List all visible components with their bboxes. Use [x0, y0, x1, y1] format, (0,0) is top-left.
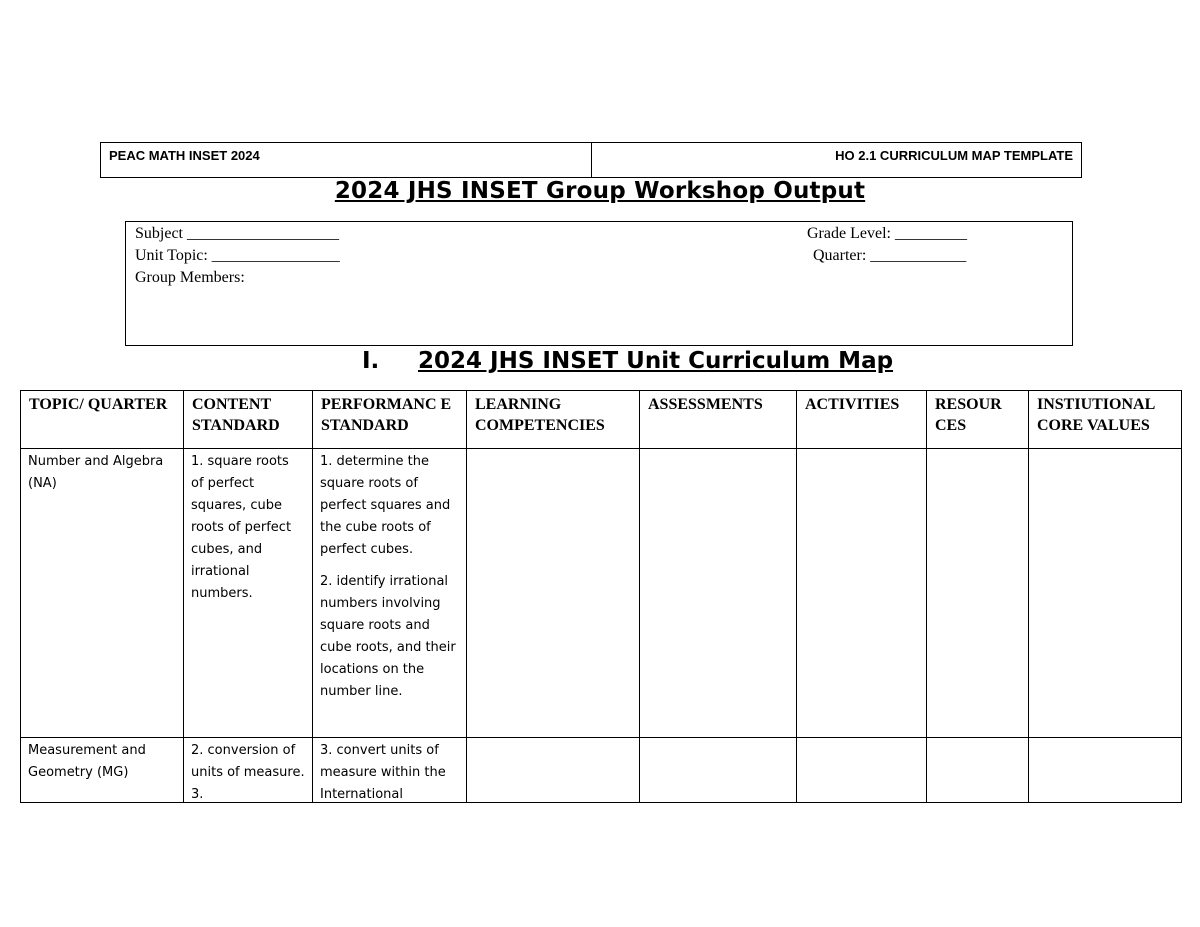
- page-title: 2024 JHS INSET Group Workshop Output: [334, 178, 866, 204]
- topic-text: Measurement and Geometry (MG): [28, 743, 146, 780]
- column-header: ACTIVITIES: [797, 391, 927, 449]
- group-members-field: Group Members:: [135, 269, 245, 286]
- table-header-row: [21, 391, 1182, 449]
- topic-cell: [21, 738, 184, 803]
- curriculum-map-table: [20, 390, 1182, 803]
- resources-cell: [927, 738, 1029, 803]
- content-text: 2. conversion of units of measure. 3.: [191, 743, 305, 802]
- header-left-label: PEAC MATH INSET 2024: [101, 143, 592, 178]
- activities-cell: [797, 449, 927, 738]
- column-header: TOPIC/ QUARTER: [21, 391, 184, 449]
- section-number: I.: [362, 348, 380, 374]
- column-header: LEARNING COMPETENCIES: [467, 391, 640, 449]
- unit-topic-field: Unit Topic: ________________: [135, 247, 340, 264]
- table-row: [21, 449, 1182, 738]
- performance-standard-cell: [313, 738, 467, 803]
- core-values-cell: [1029, 449, 1182, 738]
- topic-cell: Number and Algebra (NA): [21, 449, 184, 738]
- learning-competencies-cell: [467, 449, 640, 738]
- column-header: PERFORMANC E STANDARD: [313, 391, 467, 449]
- assessments-cell: [640, 738, 797, 803]
- performance-item: 2. identify irrational numbers involving square roots and cube roots, and their locations on the number line.: [320, 574, 456, 699]
- handout-header: [100, 142, 1082, 178]
- activities-cell: [797, 738, 927, 803]
- grade-level-field: Grade Level: _________: [807, 225, 967, 242]
- content-standard-cell: 1. square roots of perfect squares, cube roots of perfect cubes, and irrational numbers.: [184, 449, 313, 738]
- subject-field: Subject ___________________: [135, 225, 339, 242]
- column-header: RESOUR CES: [927, 391, 1029, 449]
- content-standard-cell: [184, 738, 313, 803]
- table-row: [21, 738, 1182, 803]
- performance-item: 1. determine the square roots of perfect squares and the cube roots of perfect cubes.: [320, 454, 451, 557]
- core-values-cell: [1029, 738, 1182, 803]
- column-header: INSTIUTIONAL CORE VALUES: [1029, 391, 1182, 449]
- section-title: 2024 JHS INSET Unit Curriculum Map: [418, 348, 894, 374]
- performance-standard-cell: [313, 449, 467, 738]
- header-right-label: HO 2.1 CURRICULUM MAP TEMPLATE: [591, 143, 1082, 178]
- resources-cell: [927, 449, 1029, 738]
- assessments-cell: [640, 449, 797, 738]
- section-heading: [0, 346, 1200, 380]
- column-header: ASSESSMENTS: [640, 391, 797, 449]
- learning-competencies-cell: [467, 738, 640, 803]
- quarter-field: Quarter: ____________: [809, 247, 967, 264]
- performance-item: 3. convert units of measure within the International: [320, 743, 446, 802]
- column-header: CONTENT STANDARD: [184, 391, 313, 449]
- group-info-box: [125, 221, 1073, 346]
